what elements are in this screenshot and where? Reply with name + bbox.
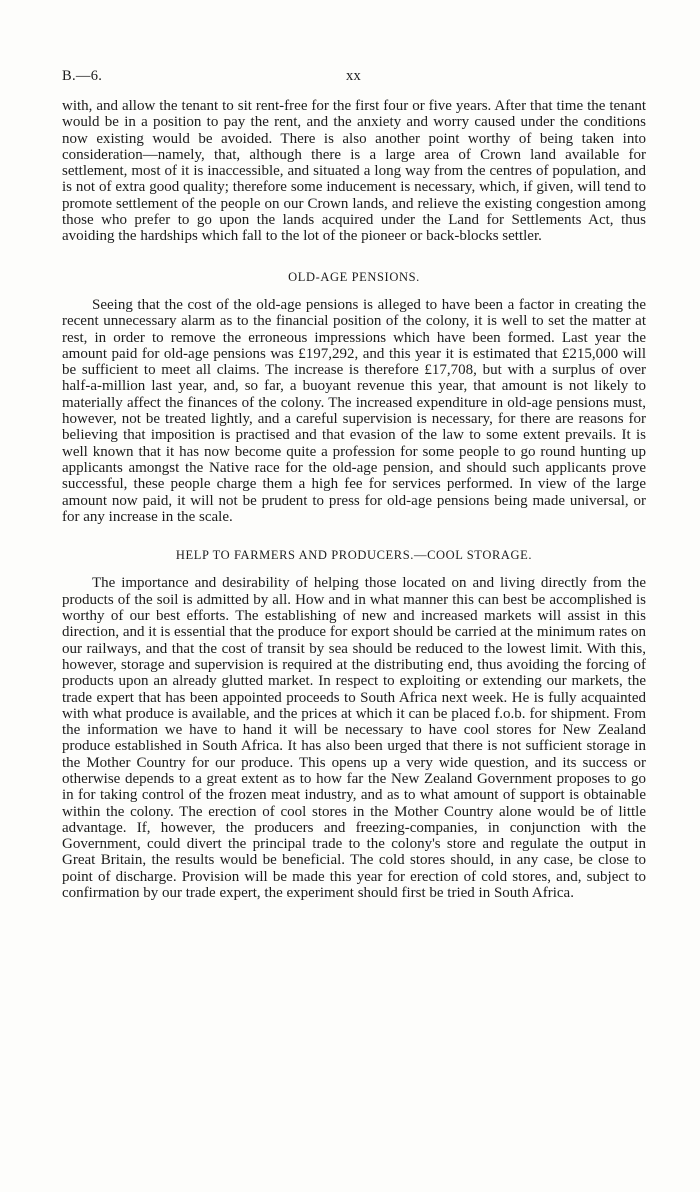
body-text bbox=[62, 98, 646, 901]
continuation-paragraph: with, and allow the tenant to sit rent-free for the first four or five years. After that time the tenant would be in a position to pay the rent, and the anxiety and worry caused under the conditions now existing would be avoided. There is also another point worthy of being taken into consideration—namely, that, although there is a large area of Crown land available for settlement, most of it is inaccessible, and situated a long way from the centres of population, and is not of extra good quality; therefore some inducement is necessary, which, if given, will tend to promote settlement of the people on our Crown lands, and relieve the existing congestion among those who prefer to go upon the lands acquired under the Land for Settlements Act, thus avoiding the hardships which fall to the lot of the pioneer or back-blocks settler. bbox=[62, 98, 646, 245]
old-age-pensions-paragraph: Seeing that the cost of the old-age pensions is alleged to have been a factor in creating the recent unnecessary alarm as to the financial position of the colony, it is well to set the matter at rest, in order to remove the erroneous impressions which have been formed. Last year the amount paid for old-age pensions was £197,292, and this year it is estimated that £215,000 will be sufficient to meet all claims. The increase is therefore £17,708, but with a surplus of over half-a-million last year, and, so far, a buoyant revenue this year, that amount is not likely to materially affect the finances of the colony. The increased expenditure in old-age pensions must, however, not be treated lightly, and a careful supervision is necessary, for there are reasons for believing that imposition is practised and that evasion of the law to some extent prevails. It is well known that it has now become quite a profession for some people to go round hunting up applicants amongst the Native race for the old-age pension, and should such applicants prove successful, these people charge them a high fee for services performed. In view of the large amount now paid, it will not be prudent to press for old-age pensions being made universal, or for any increase in the scale. bbox=[62, 296, 646, 525]
section-heading-help-to-farmers: HELP TO FARMERS AND PRODUCERS.—COOL STORAGE. bbox=[175, 548, 533, 563]
running-header bbox=[62, 68, 646, 86]
help-to-farmers-paragraph: The importance and desirability of helping those located on and living directly from the products of the soil is admitted by all. How and in what manner this can best be accomplished is worthy of our best efforts. The establishing of new and increased markets will assist in this direction, and it is essential that the produce for export should be carried at the minimum rates on our railways, and that the cost of transit by sea should be reduced to the lowest limit. With this, however, storage and supervision is required at the distributing end, thus avoiding the forcing of products upon an already glutted market. In respect to exploiting or extending our markets, the trade expert that has been appointed proceeds to South Africa next week. He is fully acquainted with what produce is available, and the prices at which it can be placed f.o.b. for shipment. From the information we have to hand it will be necessary to have cool stores for New Zealand produce established in South Africa. It has also been urged that there is not sufficient storage in the Mother Country for our produce. This opens up a very wide question, and its success or otherwise depends to a great extent as to how far the New Zealand Government proposes to go in for taking control of the frozen meat industry, and as to what amount of support is obtainable within the colony. The erection of cool stores in the Mother Country alone would be of little advantage. If, however, the producers and freezing-companies, in conjunction with the Government, could divert the principal trade to the colony's store and regulate the output in Great Britain, the results would be beneficial. The cold stores should, in any case, be close to point of discharge. Provision will be made this year for erection of cold stores, and, subject to confirmation by our trade expert, the experiment should first be tried in South Africa. bbox=[62, 575, 646, 902]
document-reference: B.—6. bbox=[62, 68, 103, 84]
section-heading-old-age-pensions: OLD-AGE PENSIONS. bbox=[288, 269, 420, 284]
page-number: xx bbox=[346, 68, 362, 84]
